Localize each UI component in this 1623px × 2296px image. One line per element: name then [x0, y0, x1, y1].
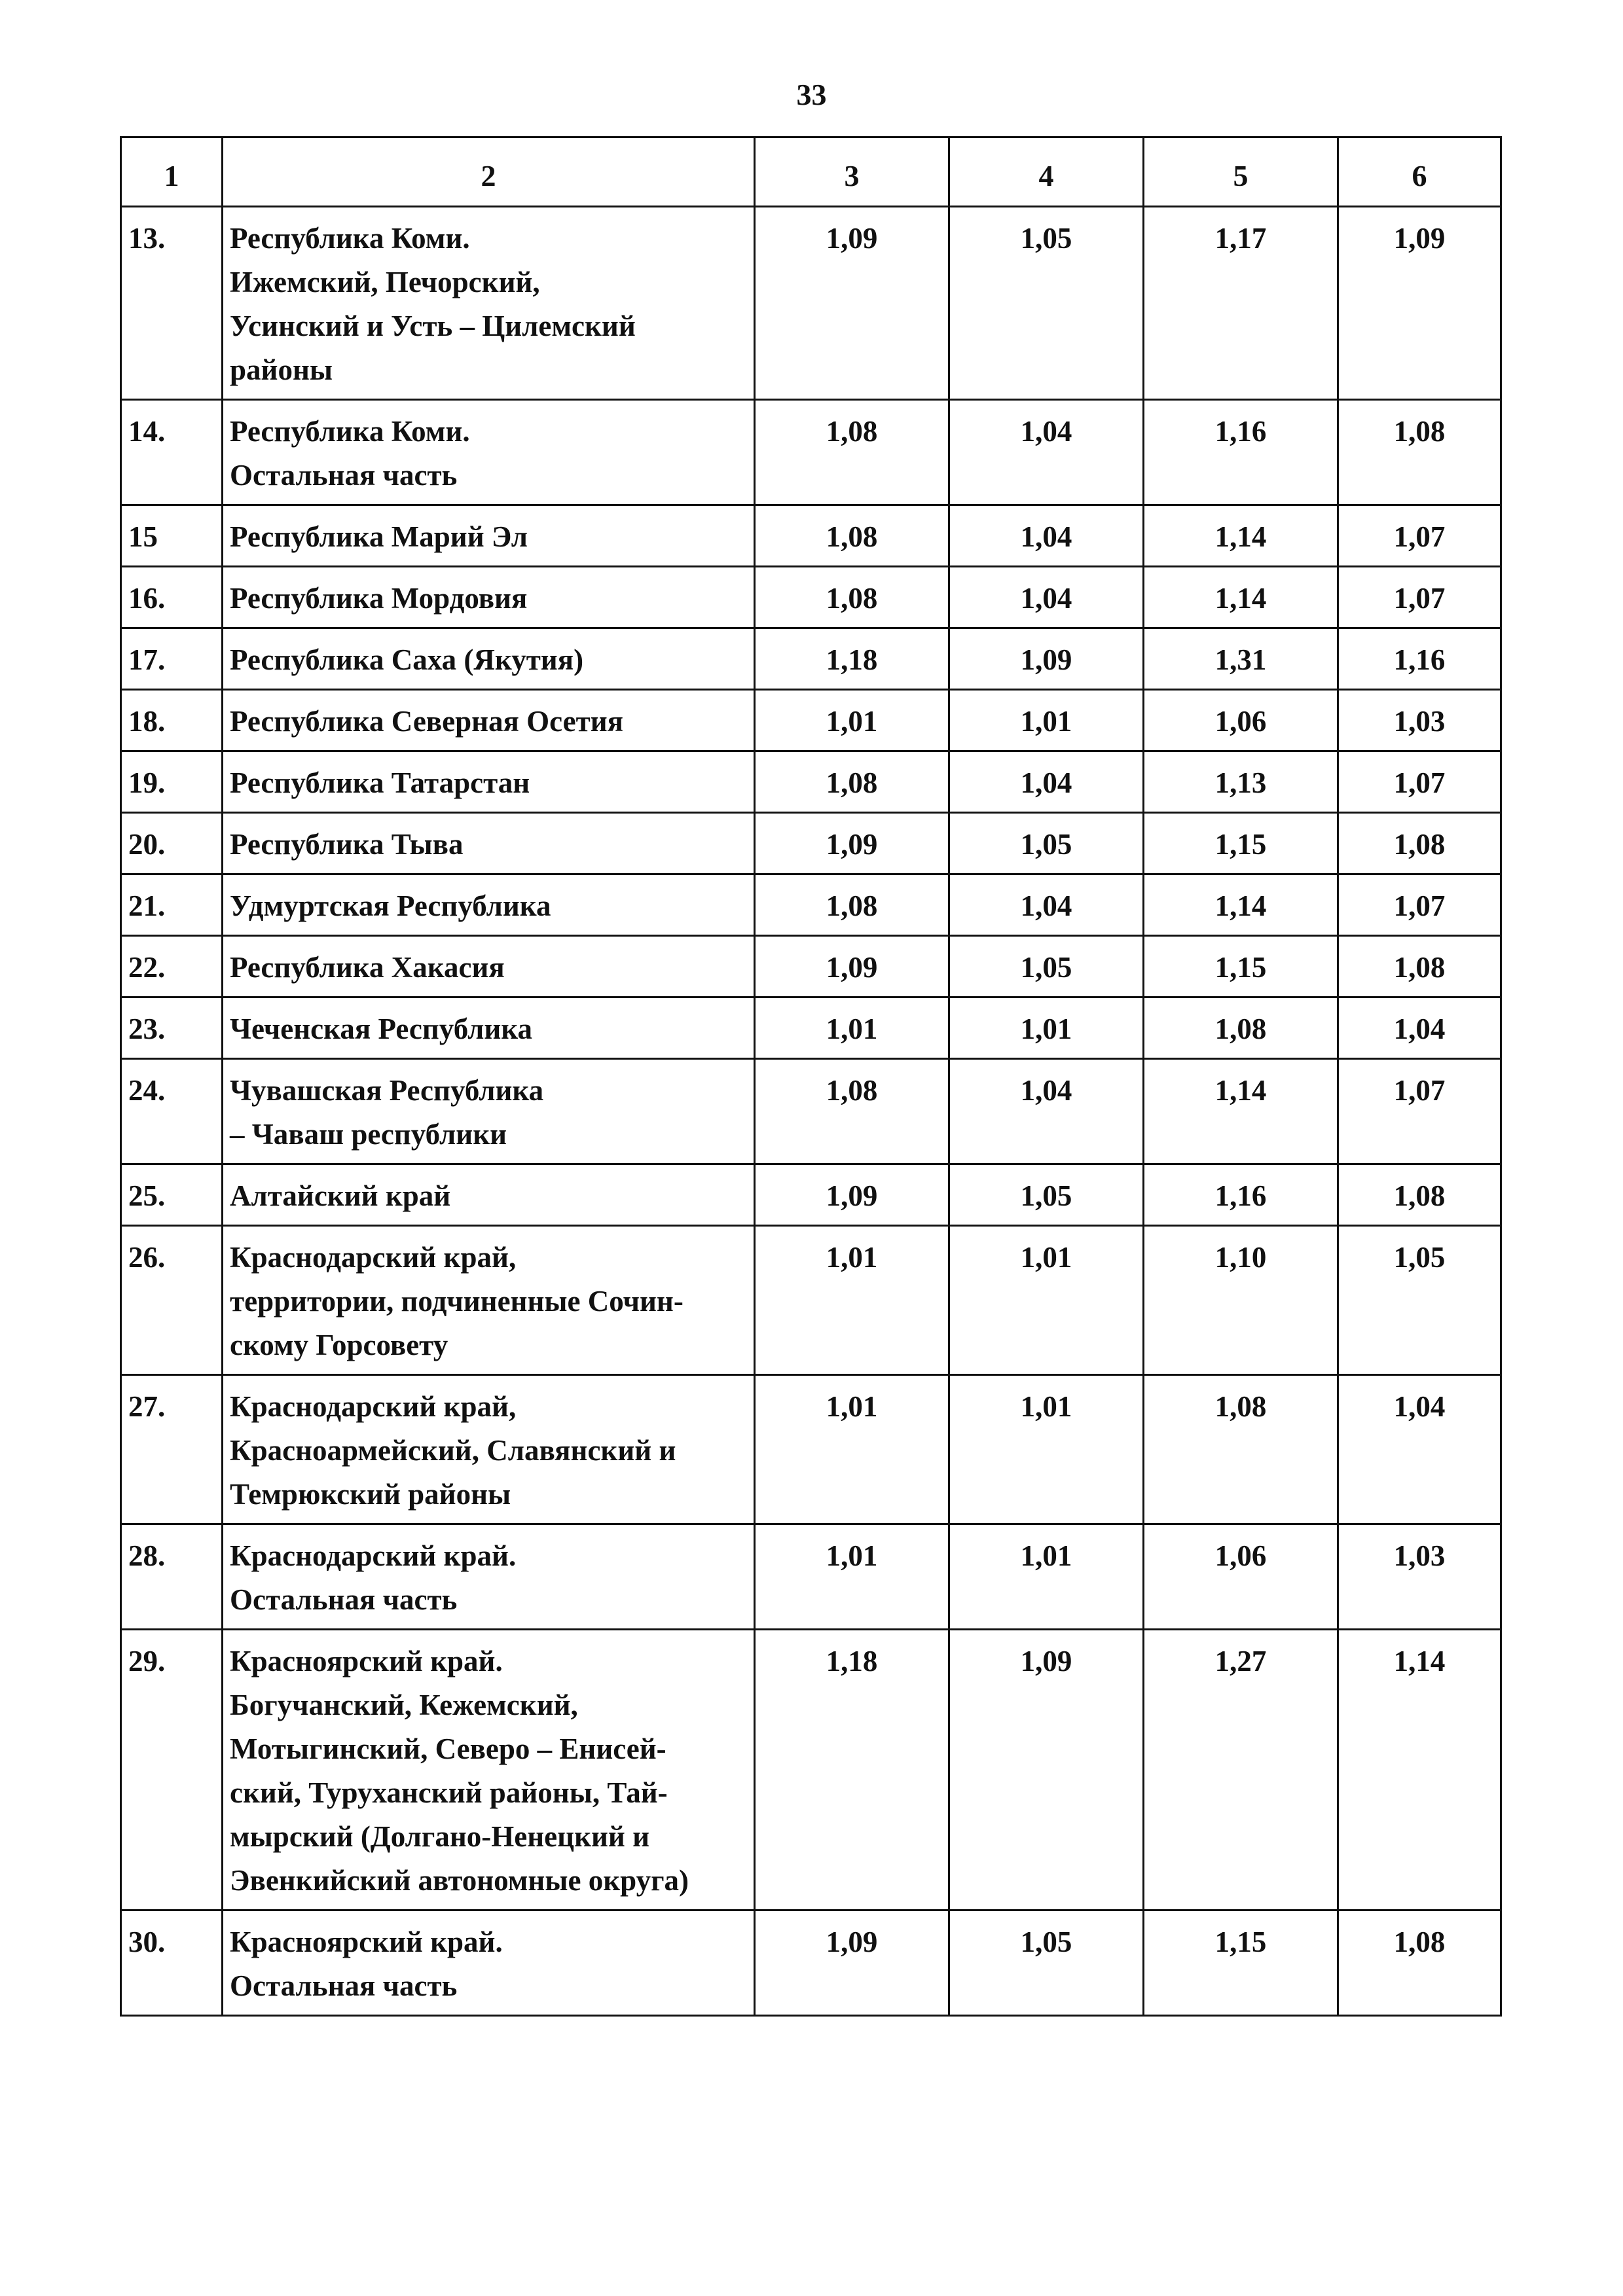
table-row: [121, 1910, 1501, 2016]
table-row: [121, 1524, 1501, 1630]
value-col-5: 1,08: [1144, 997, 1338, 1059]
row-number: 16.: [121, 567, 223, 628]
region-name-line: мырский (Долгано-Ненецкий и: [230, 1820, 650, 1853]
region-name-cell: [223, 400, 755, 505]
value-col-4: 1,04: [949, 505, 1144, 567]
region-name-line: Красноярский край.: [230, 1645, 503, 1677]
value-col-4: 1,01: [949, 1226, 1144, 1375]
table-row: [121, 1630, 1501, 1910]
region-name-line: Республика Коми.: [230, 415, 470, 448]
row-number: 20.: [121, 813, 223, 874]
value-col-5: 1,06: [1144, 1524, 1338, 1630]
region-name-line: Чувашская Республика: [230, 1074, 544, 1107]
value-col-6: 1,08: [1338, 936, 1501, 997]
table-row: [121, 207, 1501, 400]
value-col-5: 1,16: [1144, 400, 1338, 505]
value-col-3: 1,18: [755, 628, 949, 690]
region-name-cell: [223, 628, 755, 690]
value-col-5: 1,14: [1144, 567, 1338, 628]
value-col-4: 1,01: [949, 690, 1144, 751]
table-row: [121, 997, 1501, 1059]
value-col-6: 1,07: [1338, 874, 1501, 936]
region-name-line: Ижемский, Печорский,: [230, 266, 540, 298]
value-col-3: 1,08: [755, 751, 949, 813]
region-name-cell: [223, 813, 755, 874]
value-col-6: 1,08: [1338, 400, 1501, 505]
region-name-line: Темрюкский районы: [230, 1478, 511, 1511]
value-col-4: 1,05: [949, 1910, 1144, 2016]
region-name-line: Остальная часть: [230, 1969, 458, 2002]
value-col-5: 1,08: [1144, 1375, 1338, 1524]
row-number: 24.: [121, 1059, 223, 1164]
value-col-5: 1,14: [1144, 1059, 1338, 1164]
region-name-cell: [223, 874, 755, 936]
region-name-line: ский, Туруханский районы, Тай-: [230, 1776, 668, 1809]
value-col-4: 1,01: [949, 1524, 1144, 1630]
region-name-cell: [223, 505, 755, 567]
table-row: [121, 690, 1501, 751]
header-col-6: 6: [1338, 137, 1501, 207]
region-name-cell: [223, 207, 755, 400]
table-row: [121, 1164, 1501, 1226]
table-row: [121, 1375, 1501, 1524]
value-col-6: 1,09: [1338, 207, 1501, 400]
row-number: 17.: [121, 628, 223, 690]
region-name-cell: [223, 690, 755, 751]
value-col-3: 1,08: [755, 567, 949, 628]
region-name-cell: [223, 1524, 755, 1630]
value-col-4: 1,09: [949, 628, 1144, 690]
row-number: 23.: [121, 997, 223, 1059]
region-name-line: Республика Саха (Якутия): [230, 643, 584, 676]
region-name-cell: [223, 936, 755, 997]
region-name-line: Краснодарский край,: [230, 1241, 517, 1274]
region-name-cell: [223, 751, 755, 813]
table-row: [121, 813, 1501, 874]
value-col-5: 1,31: [1144, 628, 1338, 690]
region-name-line: Краснодарский край,: [230, 1390, 517, 1423]
value-col-5: 1,15: [1144, 936, 1338, 997]
value-col-4: 1,04: [949, 400, 1144, 505]
value-col-4: 1,09: [949, 1630, 1144, 1910]
value-col-3: 1,09: [755, 813, 949, 874]
value-col-3: 1,01: [755, 690, 949, 751]
row-number: 30.: [121, 1910, 223, 2016]
value-col-3: 1,18: [755, 1630, 949, 1910]
value-col-5: 1,27: [1144, 1630, 1338, 1910]
value-col-6: 1,04: [1338, 1375, 1501, 1524]
value-col-3: 1,01: [755, 1375, 949, 1524]
region-name-line: Красноярский край.: [230, 1926, 503, 1958]
region-name-cell: [223, 1059, 755, 1164]
table-body: [121, 207, 1501, 2016]
region-name-line: районы: [230, 353, 333, 386]
value-col-3: 1,09: [755, 1164, 949, 1226]
row-number: 19.: [121, 751, 223, 813]
region-name-line: Красноармейский, Славянский и: [230, 1434, 676, 1467]
region-name-line: Республика Мордовия: [230, 582, 528, 615]
region-name-line: территории, подчиненные Сочин-: [230, 1285, 684, 1318]
region-name-line: Остальная часть: [230, 459, 458, 492]
value-col-3: 1,09: [755, 936, 949, 997]
region-name-line: Краснодарский край.: [230, 1539, 517, 1572]
table-row: [121, 751, 1501, 813]
value-col-6: 1,16: [1338, 628, 1501, 690]
value-col-3: 1,01: [755, 997, 949, 1059]
header-col-2: 2: [223, 137, 755, 207]
region-name-cell: [223, 1630, 755, 1910]
value-col-4: 1,05: [949, 207, 1144, 400]
row-number: 27.: [121, 1375, 223, 1524]
value-col-4: 1,01: [949, 997, 1144, 1059]
value-col-4: 1,05: [949, 813, 1144, 874]
region-name-line: Республика Северная Осетия: [230, 705, 623, 738]
value-col-5: 1,13: [1144, 751, 1338, 813]
value-col-6: 1,14: [1338, 1630, 1501, 1910]
row-number: 13.: [121, 207, 223, 400]
coefficients-table: [120, 136, 1502, 2017]
value-col-6: 1,07: [1338, 751, 1501, 813]
region-name-line: Усинский и Усть – Цилемский: [230, 310, 636, 342]
value-col-3: 1,08: [755, 1059, 949, 1164]
region-name-line: – Чаваш республики: [230, 1118, 507, 1151]
table-row: [121, 628, 1501, 690]
value-col-3: 1,08: [755, 874, 949, 936]
table-header-row: [121, 137, 1501, 207]
value-col-6: 1,08: [1338, 1164, 1501, 1226]
region-name-line: Эвенкийский автономные округа): [230, 1864, 689, 1897]
row-number: 21.: [121, 874, 223, 936]
region-name-line: скому Горсовету: [230, 1329, 448, 1361]
header-col-5: 5: [1144, 137, 1338, 207]
header-col-4: 4: [949, 137, 1144, 207]
row-number: 28.: [121, 1524, 223, 1630]
value-col-5: 1,14: [1144, 874, 1338, 936]
value-col-3: 1,08: [755, 400, 949, 505]
row-number: 22.: [121, 936, 223, 997]
region-name-line: Республика Хакасия: [230, 951, 505, 984]
region-name-line: Республика Тыва: [230, 828, 464, 861]
value-col-6: 1,05: [1338, 1226, 1501, 1375]
table-row: [121, 567, 1501, 628]
value-col-3: 1,08: [755, 505, 949, 567]
header-col-3: 3: [755, 137, 949, 207]
row-number: 14.: [121, 400, 223, 505]
value-col-6: 1,07: [1338, 567, 1501, 628]
region-name-line: Республика Коми.: [230, 222, 470, 255]
value-col-5: 1,06: [1144, 690, 1338, 751]
region-name-cell: [223, 1375, 755, 1524]
value-col-4: 1,05: [949, 936, 1144, 997]
region-name-line: Удмуртская Республика: [230, 889, 551, 922]
row-number: 15: [121, 505, 223, 567]
value-col-6: 1,08: [1338, 813, 1501, 874]
table-row: [121, 874, 1501, 936]
value-col-6: 1,08: [1338, 1910, 1501, 2016]
value-col-4: 1,04: [949, 751, 1144, 813]
table-row: [121, 1226, 1501, 1375]
table-row: [121, 505, 1501, 567]
value-col-6: 1,07: [1338, 1059, 1501, 1164]
value-col-4: 1,05: [949, 1164, 1144, 1226]
value-col-6: 1,03: [1338, 690, 1501, 751]
value-col-6: 1,03: [1338, 1524, 1501, 1630]
value-col-3: 1,09: [755, 207, 949, 400]
value-col-4: 1,04: [949, 1059, 1144, 1164]
region-name-cell: [223, 997, 755, 1059]
region-name-line: Чеченская Республика: [230, 1013, 532, 1045]
value-col-5: 1,10: [1144, 1226, 1338, 1375]
table-row: [121, 1059, 1501, 1164]
region-name-line: Республика Марий Эл: [230, 520, 528, 553]
value-col-3: 1,09: [755, 1910, 949, 2016]
region-name-cell: [223, 1164, 755, 1226]
row-number: 25.: [121, 1164, 223, 1226]
table-row: [121, 400, 1501, 505]
value-col-4: 1,04: [949, 567, 1144, 628]
region-name-line: Остальная часть: [230, 1583, 458, 1616]
table-row: [121, 936, 1501, 997]
value-col-5: 1,17: [1144, 207, 1338, 400]
value-col-3: 1,01: [755, 1524, 949, 1630]
value-col-5: 1,15: [1144, 1910, 1338, 2016]
value-col-6: 1,07: [1338, 505, 1501, 567]
row-number: 29.: [121, 1630, 223, 1910]
value-col-6: 1,04: [1338, 997, 1501, 1059]
region-name-cell: [223, 1910, 755, 2016]
region-name-line: Мотыгинский, Северо – Енисей-: [230, 1732, 666, 1765]
page-number: 33: [796, 78, 827, 111]
region-name-line: Республика Татарстан: [230, 766, 530, 799]
region-name-cell: [223, 567, 755, 628]
row-number: 18.: [121, 690, 223, 751]
row-number: 26.: [121, 1226, 223, 1375]
value-col-3: 1,01: [755, 1226, 949, 1375]
value-col-4: 1,04: [949, 874, 1144, 936]
value-col-4: 1,01: [949, 1375, 1144, 1524]
region-name-cell: [223, 1226, 755, 1375]
header-col-1: 1: [121, 137, 223, 207]
region-name-line: Алтайский край: [230, 1179, 451, 1212]
value-col-5: 1,15: [1144, 813, 1338, 874]
value-col-5: 1,16: [1144, 1164, 1338, 1226]
value-col-5: 1,14: [1144, 505, 1338, 567]
region-name-line: Богучанский, Кежемский,: [230, 1689, 578, 1721]
